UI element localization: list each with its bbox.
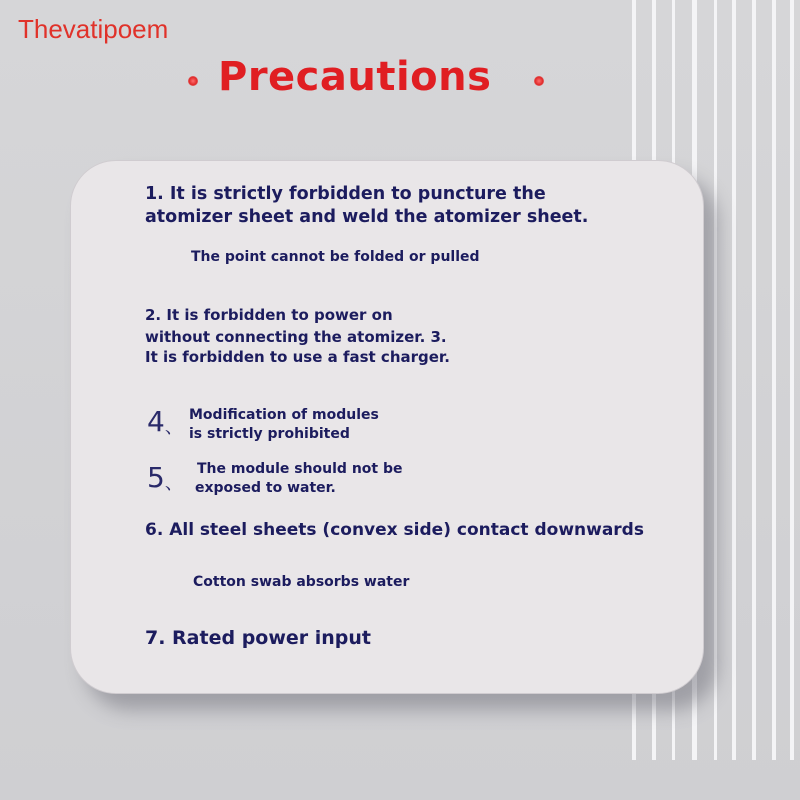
page-title: Precautions [218, 54, 492, 100]
item2-line1: 2. It is forbidden to power on [145, 306, 393, 324]
item5-number [147, 461, 183, 495]
item1-sub: The point cannot be folded or pulled [191, 249, 480, 265]
item6-sub: Cotton swab absorbs water [193, 574, 410, 590]
item1-line2: atomizer sheet and weld the atomizer sheet. [145, 207, 589, 227]
item4-line1: Modification of modules [189, 407, 379, 423]
title-row [180, 52, 560, 108]
item2-line3: It is forbidden to use a fast charger. [145, 348, 450, 366]
item2-line2: without connecting the atomizer. 3. [145, 328, 447, 346]
item5-mark: 、 [164, 473, 183, 494]
item7-line1: 7. Rated power input [145, 627, 372, 649]
item5-line2: exposed to water. [195, 480, 336, 496]
item5-line1: The module should not be [197, 461, 403, 477]
item1-line1: 1. It is strictly forbidden to puncture the [145, 184, 546, 204]
brand-watermark: Thevatipoem [18, 14, 169, 44]
right-dot-icon [534, 76, 544, 86]
item4-number [147, 405, 183, 439]
item6-line1: 6. All steel sheets (convex side) contact downwards [145, 520, 644, 540]
item5-digit: 5 [147, 461, 165, 494]
left-dot-icon [188, 76, 198, 86]
item4-line2: is strictly prohibited [189, 426, 350, 442]
precautions-card [70, 160, 704, 694]
item4-mark: 、 [164, 417, 183, 438]
item4-digit: 4 [147, 405, 165, 438]
